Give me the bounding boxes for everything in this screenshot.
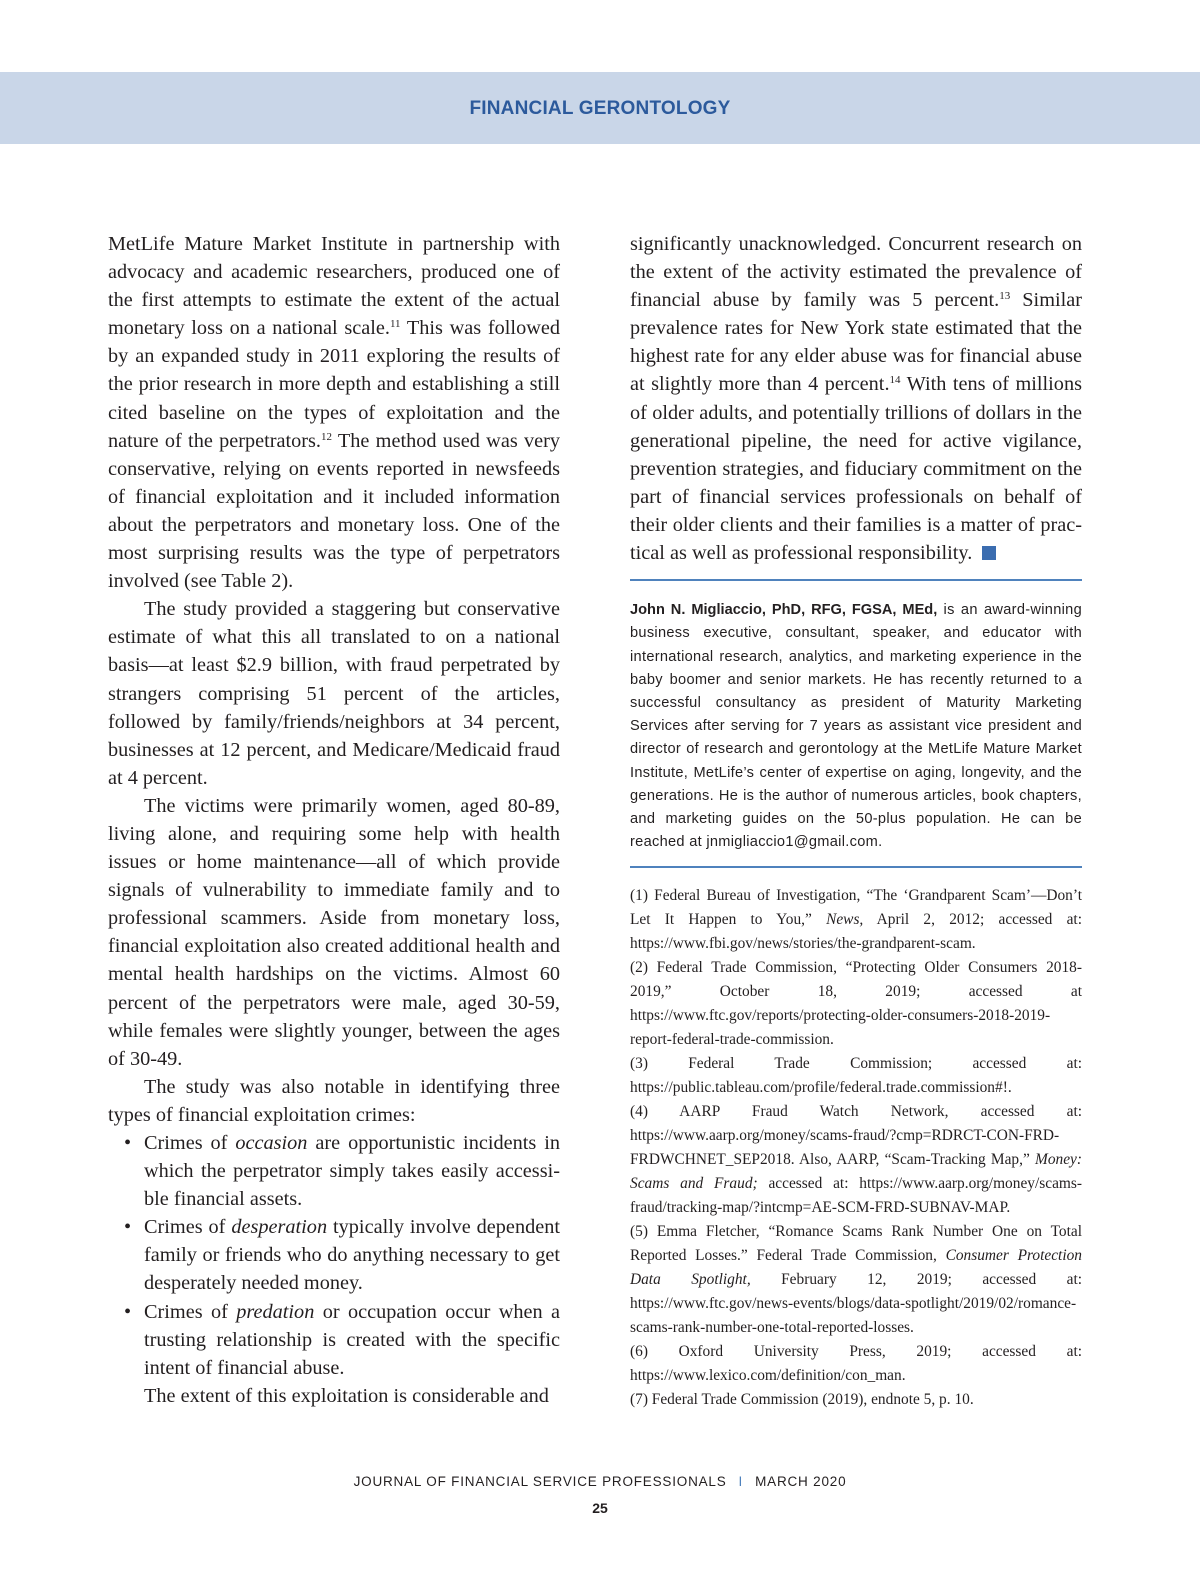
endnotes	[630, 884, 1082, 1412]
list-item: • Crimes of predation or occupation occur when a trusting relationship is created with the specific intent of financial abuse.	[108, 1298, 560, 1382]
section-title: FINANCIAL GERONTOLOGY	[469, 98, 731, 119]
endnote: (4) AARP Fraud Watch Network, accessed at: https://www.aarp.org/money/scams-fraud/?cmp=RDRCT-CON-FRD-FRDWCHNET_SEP2018. Also, AARP, “Scam-Tracking Map,” Money: Scams and Fraud; accessed at: https://www.aarp.org/money/scams-fraud/tracking-map/?intcmp=AE-SCM-FRD-SUBNAV-MAP.	[630, 1103, 1082, 1217]
footer-separator: I	[738, 1474, 744, 1489]
paragraph: The study provided a staggering but conservative estimate of what this all translated to on a national basis—at least $2.9 billion, with fraud perpetrated by strangers comprising 51 percent of the articles, followed by family/friends/neighbors at 34 percent, businesses at 12 percent, and Medicare/Medicaid fraud at 4 percent.	[108, 598, 560, 789]
footnote-ref: 14	[889, 374, 901, 387]
paragraph: The victims were primarily women, aged 80-89, living alone, and requiring some help with health issues or home maintenance—all of which provide signals of vulnerability to immediate family and to professional scammers. Aside from monetary loss, financial exploitation also created additional health and mental health hardships on the victims. Almost 60 percent of the perpetrators were male, aged 30-59, while females were slightly younger, between the ages of 30-49.	[108, 794, 560, 1070]
crime-types-list	[108, 1129, 560, 1382]
end-of-article-icon	[982, 546, 996, 560]
divider	[630, 866, 1082, 868]
divider	[630, 579, 1082, 581]
author-bio: John N. Migliaccio, PhD, RFG, FGSA, MEd, is an award-winning business executive, consultant, speaker, and educator with international research, analytics, and marketing experience in the baby boomer and senior markets. He has recently returned to a successful consultancy as president of Maturity Marketing Services after serving for 7 years as assistant vice president and director of research and gerontology at the MetLife Mature Market Institute, MetLife’s center of expertise on aging, longevity, and the generations. He is the author of numerous articles, book chapters, and marketing guides on the 50-plus population. He can be reached at jnmigliaccio1@gmail.com.	[630, 602, 1082, 851]
endnote: (5) Emma Fletcher, “Romance Scams Rank Number One on Total Reported Losses.” Federal Trade Commission, Consumer Protection Data Spotlight, February 12, 2019; accessed at: https://www.ftc.gov/news-events/blogs/data-spotlight/2019/02/romance-scams-rank-number-one-total-reported-losses.	[630, 1223, 1082, 1337]
bullet-icon: •	[124, 1300, 132, 1323]
footnote-ref: 12	[321, 430, 333, 443]
right-column	[630, 230, 1082, 1412]
journal-name: JOURNAL OF FINANCIAL SERVICE PROFESSIONALS	[353, 1474, 727, 1489]
endnote: (7) Federal Trade Commission (2019), endnote 5, p. 10.	[630, 1391, 974, 1409]
endnote: (6) Oxford University Press, 2019; accessed at: https://www.lexico.com/definition/con_man.	[630, 1343, 1082, 1385]
author-name: John N. Migliaccio, PhD, RFG, FGSA, MEd,	[630, 602, 938, 619]
list-item: • Crimes of desperation typically involve dependent family or friends who do anything necessary to get desperately needed money.	[108, 1213, 560, 1297]
bullet-icon: •	[124, 1132, 132, 1154]
left-column	[108, 230, 560, 1410]
page-footer	[0, 1474, 1200, 1489]
paragraph: MetLife Mature Market Institute in partnership with advocacy and academic researchers, produced one of the first attempts to estimate the extent of the actual monetary loss on a national scale.$^{11}$ This was followed by an expanded study in 2011 exploring the results of the prior research in more depth and establishing a still cited baseline on the types of exploitation and the nature of the perpetrators.$^{12}$ The method used was very conservative, relying on events reported in newsfeeds of financial exploitation and it included information about the perpetrators and monetary loss. One of the most surprising results was the type of perpetrators involved (see Table 2).	[108, 233, 560, 593]
bullet-icon: •	[124, 1216, 132, 1239]
endnote: (1) Federal Bureau of Investigation, “The ‘Grandparent Scam’—Don’t Let It Happen to You,” News, April 2, 2012; accessed at: https://www.fbi.gov/news/stories/the-grandparent-scam.	[630, 887, 1082, 953]
footnote-ref: 13	[999, 290, 1011, 303]
paragraph: The extent of this exploitation is considerable and	[144, 1384, 549, 1407]
list-item: • Crimes of occasion are opportunistic incidents in which the perpetrator simply takes easily accessible financial assets.	[108, 1129, 560, 1213]
issue-date: MARCH 2020	[755, 1474, 847, 1489]
endnote: (3) Federal Trade Commission; accessed at: https://public.tableau.com/profile/federal.trade.commission#!.	[630, 1055, 1082, 1097]
paragraph: The study was also notable in identifying three types of financial exploitation crimes:	[108, 1075, 560, 1126]
page-number: 25	[592, 1500, 608, 1516]
footnote-ref: 11	[389, 318, 401, 331]
paragraph: significantly unacknowledged. Concurrent research on the extent of the activity estimated the prevalence of financial abuse by family was 5 percent.$^{13}$ Similar prevalence rates for New York state estimated that the highest rate for any elder abuse was for financial abuse at slightly more than 4 percent.$^{14}$ With tens of millions of older adults, and potentially trillions of dollars in the generational pipeline, the need for active vigilance, prevention strategies, and fiduciary commitment on the part of financial services professionals on behalf of their older clients and their families is a matter of practical as well as professional responsibility.	[630, 233, 1082, 565]
endnote: (2) Federal Trade Commission, “Protecting Older Consumers 2018-2019,” October 18, 2019; accessed at https://www.ftc.gov/reports/protecting-older-consumers-2018-2019-report-federal-trade-commission.	[630, 959, 1082, 1049]
